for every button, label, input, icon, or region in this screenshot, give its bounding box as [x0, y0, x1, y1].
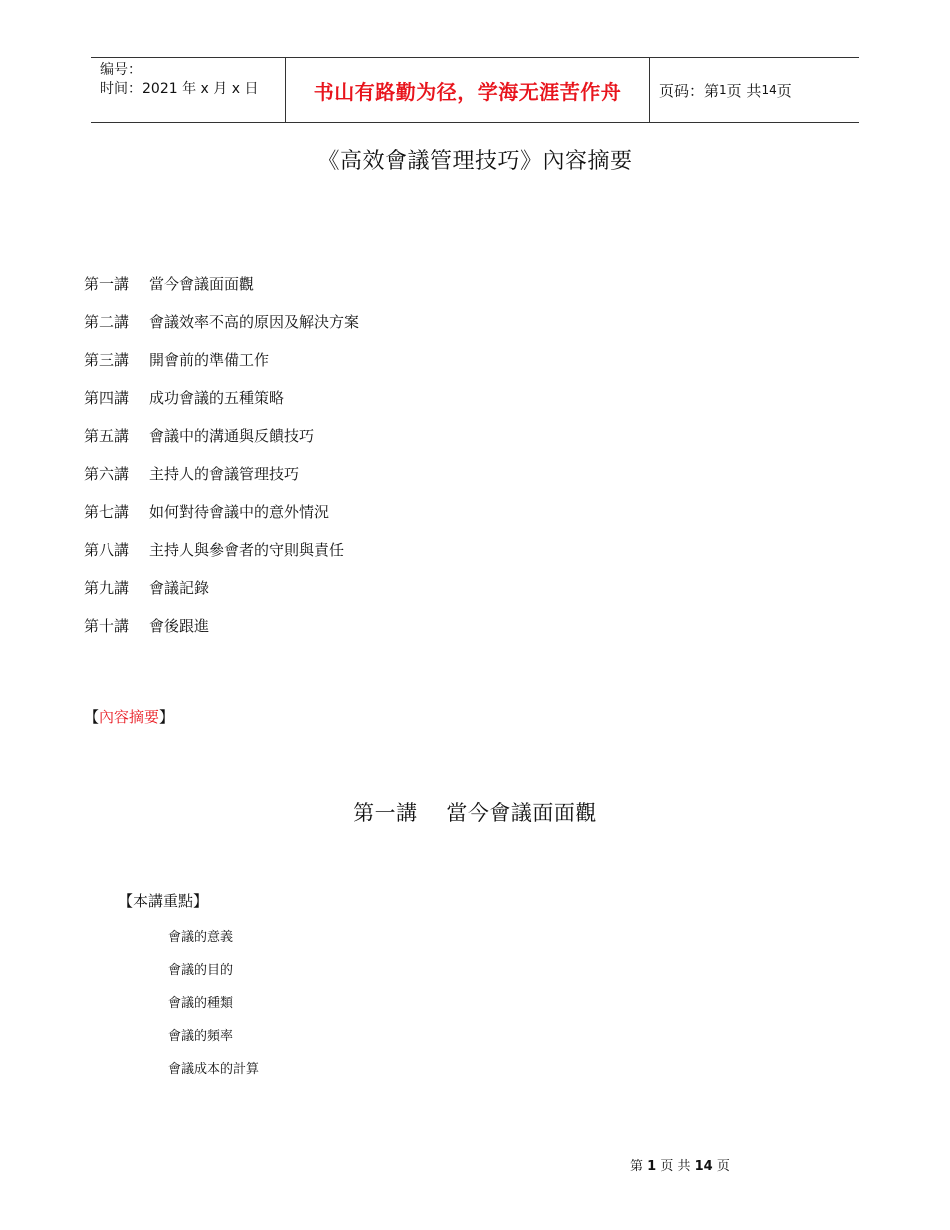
lecture-number: 第八講 [84, 541, 130, 559]
summary-label [84, 706, 174, 728]
keypoint-item: 會議成本的計算 [168, 1062, 260, 1077]
summary-open-bracket: 【 [84, 708, 100, 726]
lecture-item [84, 310, 359, 348]
number-label: 编号： [100, 62, 142, 78]
lecture-title: 會後跟進 [149, 617, 210, 635]
lecture-number: 第七講 [84, 503, 130, 521]
lecture-item [84, 576, 359, 614]
page-prefix: 页码：第 [659, 81, 720, 100]
motto-text: 书山有路勤为径，学海无涯苦作舟 [313, 79, 622, 104]
page-suffix: 页 [776, 81, 792, 100]
lecture-title: 開會前的準備工作 [149, 351, 270, 369]
lecture-number: 第三講 [84, 351, 130, 369]
summary-close-bracket: 】 [159, 708, 175, 726]
page-current: 1 [719, 83, 727, 97]
header-motto-cell [286, 58, 650, 122]
lecture-title: 主持人與參會者的守則與責任 [149, 541, 345, 559]
footer-mid: 页 共 [656, 1159, 695, 1174]
header-info-cell [91, 58, 286, 122]
page-total: 14 [761, 83, 777, 97]
document-title: 《高效會議管理技巧》內容摘要 [317, 149, 633, 174]
lecture-number: 第六講 [84, 465, 130, 483]
section-heading: 第一講 當今會議面面觀 [353, 801, 597, 825]
lecture-item [84, 348, 359, 386]
summary-label-text: 內容摘要 [99, 708, 160, 726]
lecture-title: 如何對待會議中的意外情況 [149, 503, 330, 521]
keypoints-label: 【本講重點】 [118, 892, 209, 910]
footer-current: 1 [647, 1159, 657, 1174]
keypoints-list [168, 927, 259, 1092]
lecture-number: 第九講 [84, 579, 130, 597]
keypoint-item: 會議的意義 [168, 930, 234, 945]
keypoint-item: 會議的種類 [168, 996, 234, 1011]
footer-total: 14 [694, 1159, 713, 1174]
lecture-item [84, 386, 359, 424]
lecture-number: 第十講 [84, 617, 130, 635]
lecture-item [84, 538, 359, 576]
lecture-item [84, 424, 359, 462]
lecture-title: 當今會議面面觀 [149, 275, 255, 293]
lecture-number: 第五講 [84, 427, 130, 445]
lecture-number: 第一講 [84, 275, 130, 293]
page-footer [630, 1155, 730, 1174]
lecture-title: 成功會議的五種策略 [149, 389, 285, 407]
lecture-item [84, 614, 359, 652]
lecture-title: 會議記錄 [149, 579, 210, 597]
lecture-title: 主持人的會議管理技巧 [149, 465, 300, 483]
header-table [91, 57, 859, 123]
header-page-cell [650, 58, 859, 122]
footer-prefix: 第 [630, 1159, 648, 1174]
keypoint-item: 會議的頻率 [168, 1029, 234, 1044]
lecture-item [84, 500, 359, 538]
lecture-item [84, 462, 359, 500]
lecture-title: 會議中的溝通與反饋技巧 [149, 427, 315, 445]
lecture-list [84, 272, 359, 652]
lecture-item [84, 272, 359, 310]
footer-suffix: 页 [712, 1159, 730, 1174]
time-label: 时间：2021 年 x 月 x 日 [100, 81, 259, 97]
page-mid: 页 共 [726, 81, 762, 100]
lecture-number: 第二講 [84, 313, 130, 331]
keypoint-item: 會議的目的 [168, 963, 234, 978]
lecture-title: 會議效率不高的原因及解決方案 [149, 313, 360, 331]
lecture-number: 第四講 [84, 389, 130, 407]
